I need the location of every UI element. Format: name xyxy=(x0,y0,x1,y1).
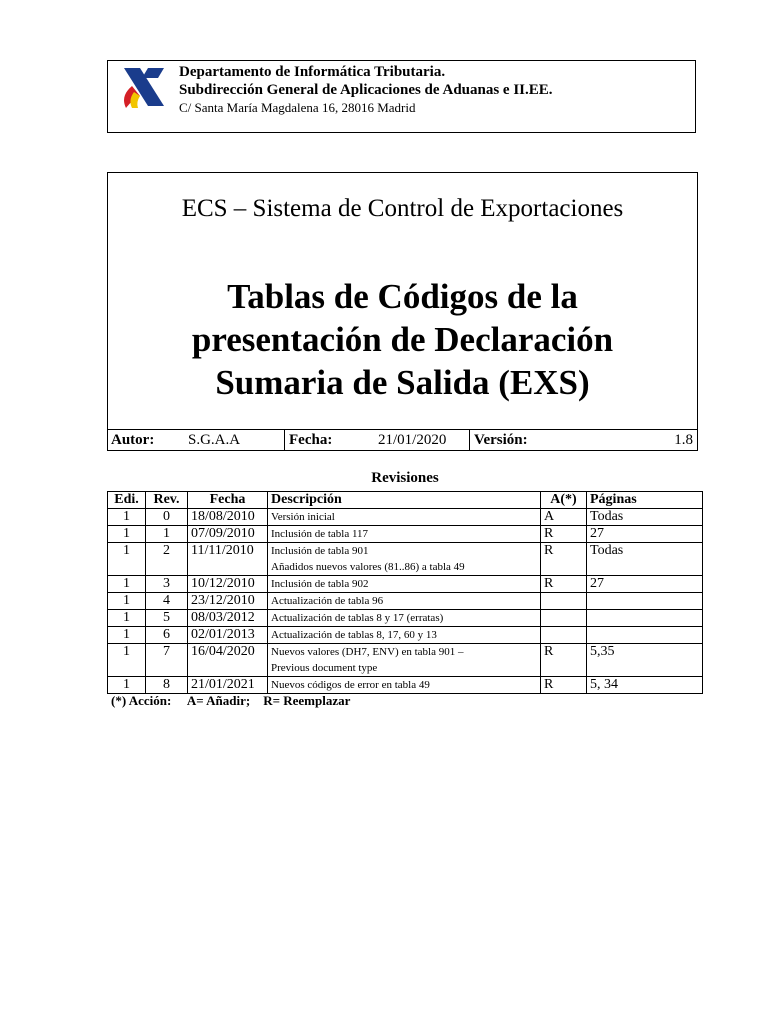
cell-descripcion-text: Versión inicial xyxy=(271,511,335,523)
cell-fecha-text: 07/09/2010 xyxy=(191,526,255,541)
cell-edi xyxy=(108,543,146,576)
cell-edi xyxy=(108,627,146,644)
cell-accion xyxy=(541,610,587,627)
revisions-table xyxy=(107,491,703,694)
cell-fecha xyxy=(188,593,268,610)
autor-label: Autor: xyxy=(111,432,155,448)
cell-paginas-text: 27 xyxy=(590,576,604,591)
col-header-edi: Edi. xyxy=(108,492,146,509)
cell-accion xyxy=(541,677,587,694)
cell-edi-text: 1 xyxy=(123,543,130,558)
col-header-accion: A(*) xyxy=(541,492,587,509)
cell-fecha-text: 18/08/2010 xyxy=(191,509,255,524)
table-row xyxy=(108,627,703,644)
cell-paginas-text: Todas xyxy=(590,543,624,558)
cell-paginas xyxy=(587,543,703,576)
cell-rev-text: 2 xyxy=(163,543,170,558)
cell-paginas xyxy=(587,627,703,644)
version-value: 1.8 xyxy=(674,432,693,448)
cell-rev xyxy=(146,677,188,694)
cell-edi-text: 1 xyxy=(123,644,130,659)
cell-rev-text: 5 xyxy=(163,610,170,625)
col-header-descripcion: Descripción xyxy=(268,492,541,509)
cell-fecha xyxy=(188,509,268,526)
cell-fecha-text: 23/12/2010 xyxy=(191,593,255,608)
table-row xyxy=(108,526,703,543)
cell-fecha-text: 11/11/2010 xyxy=(191,543,254,558)
cell-edi xyxy=(108,644,146,677)
col-header-fecha: Fecha xyxy=(188,492,268,509)
cell-rev xyxy=(146,526,188,543)
cell-descripcion-text: Nuevos códigos de error en tabla 49 xyxy=(271,679,430,691)
cell-rev-text: 7 xyxy=(163,644,170,659)
fecha-label: Fecha: xyxy=(289,432,333,448)
cell-fecha-text: 10/12/2010 xyxy=(191,576,255,591)
cell-accion-text: R xyxy=(544,644,554,659)
cell-paginas-text: 27 xyxy=(590,526,604,541)
cell-accion xyxy=(541,543,587,576)
cell-edi-text: 1 xyxy=(123,610,130,625)
cell-descripcion xyxy=(268,509,541,526)
cell-paginas xyxy=(587,610,703,627)
cell-accion xyxy=(541,526,587,543)
cell-edi xyxy=(108,509,146,526)
cell-rev xyxy=(146,627,188,644)
cell-descripcion xyxy=(268,627,541,644)
cell-accion-text: R xyxy=(544,677,554,692)
col-header-rev: Rev. xyxy=(146,492,188,509)
cell-accion-text: R xyxy=(544,576,554,591)
cell-edi xyxy=(108,593,146,610)
agencia-tributaria-logo-icon xyxy=(118,66,168,112)
org-subdirectorate: Subdirección General de Aplicaciones de Aduanas e II.EE. xyxy=(179,82,553,98)
cell-descripcion-text: Inclusión de tabla 902 xyxy=(271,578,369,590)
table-header-row xyxy=(108,492,703,509)
cell-accion xyxy=(541,593,587,610)
cell-accion xyxy=(541,509,587,526)
cell-accion-text: R xyxy=(544,543,554,558)
table-row xyxy=(108,610,703,627)
cell-paginas xyxy=(587,593,703,610)
cell-fecha xyxy=(188,644,268,677)
cell-fecha xyxy=(188,627,268,644)
cell-descripcion xyxy=(268,576,541,593)
cell-descripcion-text: Inclusión de tabla 901 xyxy=(271,545,369,557)
document-title-box xyxy=(107,172,698,451)
cell-rev xyxy=(146,576,188,593)
cell-descripcion xyxy=(268,677,541,694)
cell-fecha xyxy=(188,543,268,576)
system-name: ECS – Sistema de Control de Exportaciones xyxy=(181,195,624,222)
cell-fecha-text: 21/01/2021 xyxy=(191,677,255,692)
action-legend: (*) Acción: A= Añadir; R= Reemplazar xyxy=(111,693,351,708)
cell-rev xyxy=(146,610,188,627)
autor-value: S.G.A.A xyxy=(188,432,241,448)
cell-fecha xyxy=(188,526,268,543)
cell-rev xyxy=(146,543,188,576)
cell-edi xyxy=(108,610,146,627)
cell-descripcion xyxy=(268,526,541,543)
cell-fecha xyxy=(188,576,268,593)
title-line-3: Sumaria de Salida (EXS) xyxy=(215,363,590,402)
cell-descripcion-text: Actualización de tablas 8 y 17 (erratas) xyxy=(271,612,444,624)
cell-fecha-text: 08/03/2012 xyxy=(191,610,255,625)
cell-accion-text: A xyxy=(544,509,555,524)
cell-paginas-text: 5,35 xyxy=(590,644,615,659)
cell-descripcion xyxy=(268,644,541,677)
table-row xyxy=(108,543,703,576)
cell-paginas xyxy=(587,677,703,694)
title-line-1: Tablas de Códigos de la xyxy=(227,277,578,316)
cell-descripcion xyxy=(268,610,541,627)
col-header-paginas: Páginas xyxy=(587,492,703,509)
cell-paginas xyxy=(587,526,703,543)
cell-paginas xyxy=(587,644,703,677)
cell-edi-text: 1 xyxy=(123,677,130,692)
cell-descripcion-text: Inclusión de tabla 117 xyxy=(271,528,369,540)
cell-paginas-text: 5, 34 xyxy=(590,677,618,692)
document-title xyxy=(108,275,697,404)
version-label: Versión: xyxy=(474,432,528,448)
cell-paginas xyxy=(587,576,703,593)
table-row xyxy=(108,593,703,610)
organization-header xyxy=(107,60,696,133)
cell-rev-text: 1 xyxy=(163,526,170,541)
table-row xyxy=(108,576,703,593)
fecha-value: 21/01/2020 xyxy=(378,432,447,448)
cell-rev-text: 0 xyxy=(163,509,170,524)
cell-rev-text: 3 xyxy=(163,576,170,591)
cell-edi xyxy=(108,526,146,543)
cell-descripcion xyxy=(268,593,541,610)
cell-fecha xyxy=(188,610,268,627)
cell-edi-text: 1 xyxy=(123,593,130,608)
cell-accion-text: R xyxy=(544,526,554,541)
cell-edi-text: 1 xyxy=(123,526,130,541)
cell-descripcion-line2: Previous document type xyxy=(271,662,378,674)
cell-fecha-text: 02/01/2013 xyxy=(191,627,255,642)
org-address: C/ Santa María Magdalena 16, 28016 Madrid xyxy=(179,100,416,115)
revisions-title: Revisiones xyxy=(371,470,439,486)
cell-accion xyxy=(541,644,587,677)
cell-rev-text: 8 xyxy=(163,677,170,692)
cell-paginas-text: Todas xyxy=(590,509,624,524)
cell-descripcion-text: Actualización de tablas 8, 17, 60 y 13 xyxy=(271,629,437,641)
cell-rev-text: 4 xyxy=(163,593,170,608)
cell-fecha xyxy=(188,677,268,694)
table-row xyxy=(108,509,703,526)
cell-descripcion-text: Nuevos valores (DH7, ENV) en tabla 901 – xyxy=(271,646,464,658)
cell-rev-text: 6 xyxy=(163,627,170,642)
cell-accion xyxy=(541,627,587,644)
cell-fecha-text: 16/04/2020 xyxy=(191,644,255,659)
cell-edi-text: 1 xyxy=(123,509,130,524)
cell-descripcion-line2: Añadidos nuevos valores (81..86) a tabla 49 xyxy=(271,561,465,573)
cell-paginas xyxy=(587,509,703,526)
title-line-2: presentación de Declaración xyxy=(191,320,614,359)
cell-descripcion xyxy=(268,543,541,576)
cell-edi xyxy=(108,576,146,593)
revisions-body xyxy=(108,509,703,694)
document-meta-row xyxy=(108,429,697,450)
table-row xyxy=(108,677,703,694)
table-row xyxy=(108,644,703,677)
cell-edi-text: 1 xyxy=(123,576,130,591)
org-department: Departamento de Informática Tributaria. xyxy=(179,64,446,80)
cell-rev xyxy=(146,644,188,677)
cell-edi xyxy=(108,677,146,694)
cell-rev xyxy=(146,509,188,526)
cell-rev xyxy=(146,593,188,610)
cell-descripcion-text: Actualización de tabla 96 xyxy=(271,595,384,607)
cell-accion xyxy=(541,576,587,593)
cell-edi-text: 1 xyxy=(123,627,130,642)
